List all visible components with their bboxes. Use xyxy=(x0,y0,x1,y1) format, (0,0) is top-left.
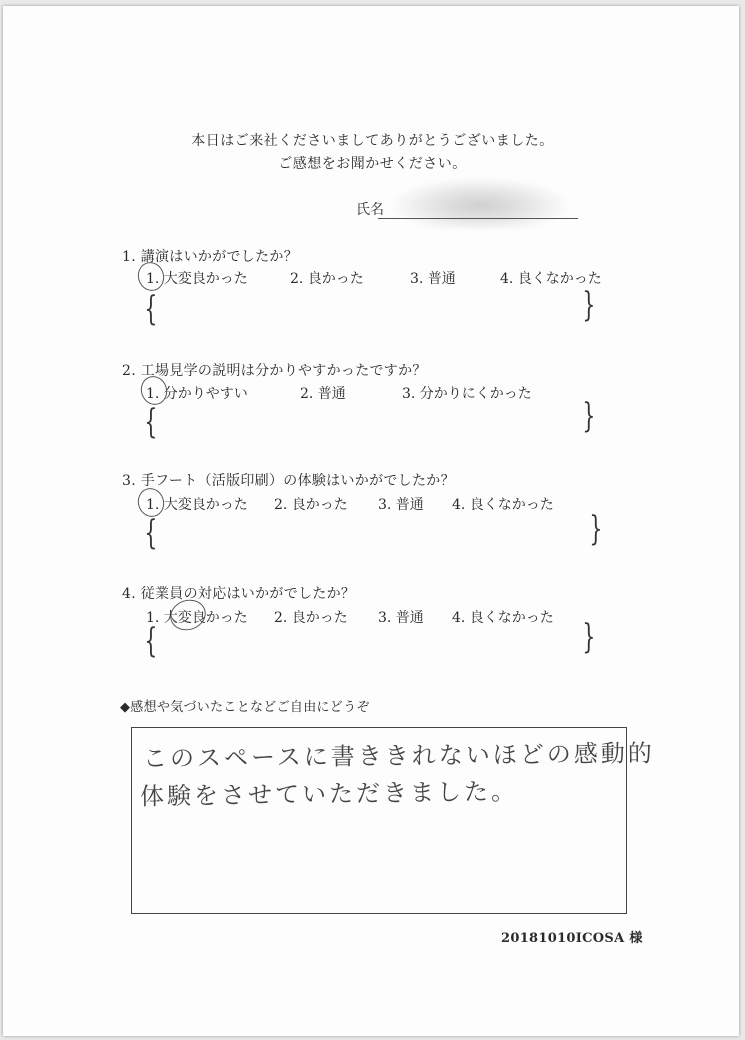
comment-heading: ◆感想や気づいたことなどご自由にどうぞ xyxy=(120,700,370,715)
q4-option-1[interactable]: 1. 大変良かった xyxy=(146,610,248,626)
q1-right-brace: } xyxy=(582,285,596,325)
q4-option-3[interactable]: 3. 普通 xyxy=(378,610,424,626)
q3-right-brace: } xyxy=(589,509,603,549)
q1-left-brace: { xyxy=(144,289,158,329)
name-label: 氏名 xyxy=(356,202,384,218)
question-3-options xyxy=(146,494,554,514)
question-4-title: 4. 従業員の対応はいかがでしたか？ xyxy=(122,586,356,602)
q3-option-3[interactable]: 3. 普通 xyxy=(378,497,424,513)
q2-left-brace: { xyxy=(144,402,158,442)
q1-option-1[interactable]: 1. 大変良かった xyxy=(146,271,248,287)
q3-left-brace: { xyxy=(144,513,158,553)
handwritten-comment-line-1: このスペースに書ききれないほどの感動的 xyxy=(142,739,655,773)
q2-option-1[interactable]: 1. 分かりやすい xyxy=(146,386,248,402)
intro-line-2: ご感想をお聞かせください。 xyxy=(278,156,467,172)
question-1-title: 1. 講演はいかがでしたか？ xyxy=(122,249,299,265)
footer-code: 20181010ICOSA 様 xyxy=(501,931,643,946)
q1-option-4[interactable]: 4. 良くなかった xyxy=(500,271,602,287)
handwritten-comment-line-2: 体験をさせていただきました。 xyxy=(139,777,519,811)
q2-option-2[interactable]: 2. 普通 xyxy=(300,386,346,402)
question-2-options xyxy=(146,383,532,403)
name-redaction xyxy=(392,178,568,228)
q3-option-2[interactable]: 2. 良かった xyxy=(274,497,348,513)
q4-option-2[interactable]: 2. 良かった xyxy=(274,610,348,626)
name-underline xyxy=(378,218,578,219)
q1-option-3[interactable]: 3. 普通 xyxy=(410,271,456,287)
q2-option-3[interactable]: 3. 分かりにくかった xyxy=(402,386,532,402)
question-1-options xyxy=(146,268,602,288)
question-2-title: 2. 工場見学の説明は分かりやすかったですか？ xyxy=(122,363,427,379)
q3-option-1[interactable]: 1. 大変良かった xyxy=(146,497,248,513)
q4-option-4[interactable]: 4. 良くなかった xyxy=(452,610,554,626)
question-4-options xyxy=(146,607,554,627)
question-3-title: 3. 手フート（活版印刷）の体験はいかがでしたか？ xyxy=(122,473,455,489)
q4-left-brace: { xyxy=(144,621,158,661)
intro-line-1: 本日はご来社くださいましてありがとうございました。 xyxy=(191,133,554,149)
q1-option-2[interactable]: 2. 良かった xyxy=(290,271,364,287)
q3-option-4[interactable]: 4. 良くなかった xyxy=(452,497,554,513)
q4-right-brace: } xyxy=(582,617,596,657)
q2-right-brace: } xyxy=(582,396,596,436)
